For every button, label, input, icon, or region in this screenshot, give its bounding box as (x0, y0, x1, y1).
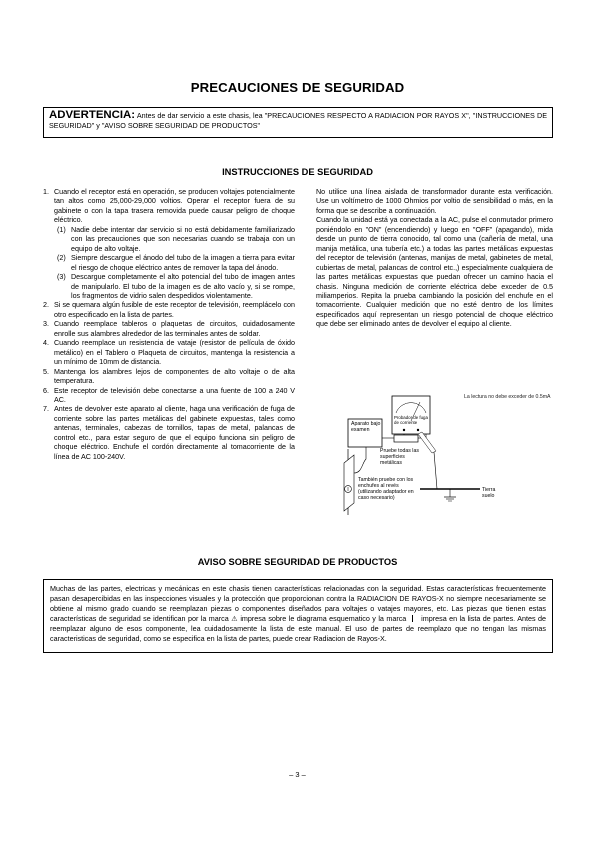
list-item-text: Cuando reemplace tableros o plaquetas de circuitos, cuidadosamente enrolle sus alambres alrededor de las terminales antes de soldar. (54, 320, 295, 338)
page-title: PRECAUCIONES DE SEGURIDAD (190, 80, 405, 95)
meter-label: Probador de fuga de corriente (394, 415, 428, 425)
warning-heading: ADVERTENCIA: (49, 109, 136, 121)
instructions-left-column (43, 188, 295, 462)
part-mark-icon (412, 615, 416, 622)
reading-note: La lectura no debe exceder de 0.5mA (464, 394, 551, 400)
list-item (43, 405, 295, 462)
sub-item-number: (3) (57, 273, 66, 282)
product-notice-box (43, 579, 553, 653)
warning-text: Antes de dar servicio a este chasis, lea "PRECAUCIONES RESPECTO A RADIACION POR RAYOS X", "INSTRUCCIONES DE SEGURIDAD" y "AVISO SOBRE SEGURIDAD DE PRODUCTOS" (49, 111, 547, 130)
sub-list-item (57, 273, 295, 301)
product-notice-heading: AVISO SOBRE SEGURIDAD DE PRODUCTOS (197, 557, 398, 567)
list-item-text: Cuando reemplace un resistencia de vataje (resistor de película de óxido metálico) en el Tablero o Plaqueta de circuitos, mantenga la resistencia a un mínimo de 10mm de distancia. (54, 339, 295, 367)
notice-text-a: Muchas de las partes, electricas y mecánicas en este chasis tienen características relacionadas con la seguridad. Estas características frecuentemente pasan desapercibidas en las inspecciones visuales y la protección que proporcionan contra la RADIACION DE RAYOS-X no siempre necesariamente se obtiene al mismo grado cuando se reemplazan piezas o componentes diseñados para voltajes o vatajes mayores, etc. Las piezas que tienen estas características de seguridad se identifican por la marca (50, 584, 546, 624)
list-item (43, 301, 295, 320)
ground-label: Tierra suelo (482, 487, 496, 499)
list-item-number: 1. (43, 188, 49, 196)
sub-item-text: Descargue completamente el alto potencial del tubo de imagen antes de manipularlo. El tubo de la imagen es de alto vacío y, si se rompe, los fragmentos de vidrio salen despedidos violentamente. (71, 273, 295, 300)
notice-text-c: impresa en la lista de partes. Antes de reemplazar alguno de esos componente, lea cuidadosamente la lista de este manual. El uso de partes de reemplazo que no tengan las mismas caracteristicas de seguridad, como se especifica en la lista de partes, puede crear Radiacion de Rayos-X. (50, 614, 547, 644)
sub-item-text: Nadie debe intentar dar servicio si no está debidamente familiarizado con las precauciones que son necesarias cuando se trabaja con un equipo de alto voltaje. (71, 225, 295, 253)
sub-item-number: (2) (57, 254, 66, 263)
reverse-plug-label: También pruebe con los enchufes al revés (utilizando adaptador en caso necesario) (358, 477, 414, 501)
instructions-right-column (316, 188, 553, 330)
device-label: Aparato bajo examen (351, 421, 381, 433)
list-item-number: 7. (43, 405, 49, 414)
leakage-test-diagram (340, 393, 555, 520)
notice-text-b: impresa sobre le diagrama esquematico y la marca (237, 614, 409, 624)
list-item-number: 6. (43, 386, 49, 395)
instructions-heading: INSTRUCCIONES DE SEGURIDAD (222, 167, 373, 177)
sub-list-item (57, 226, 295, 254)
test-surfaces-label: Pruebe todas las superficies metálicas (380, 448, 419, 466)
list-item-number: 5. (43, 367, 49, 376)
paragraph: Cuando la unidad está ya conectada a la AC, pulse el conmutador primero poniéndolo en "ON" (encendiendo) y luego en "OFF" (apagando), mida desde un punto de tierra conocido, tal como una (cañería de metal, una manija metálica, una tubería etc.) a todas las partes metálicas expuestas del receptor de televisión (antenas, manijas de metal, gabinetes de metal, cubiertas de metal, palancas de control etc.,) especialmente cualquiera de las partes metálicas expuestas que puedan ofrecer un camino hacia el chasis. Ninguna medición de corriente eléctrica debe exceder de 0.5 miliamperios. Repita la prueba cambiando la posición del enchufe en el tomacorriente. Cualquier medición que no esté dentro de los límites especificados aquí representan un riesgo potencial de choque eléctrico que debe ser eliminado antes de devolver el equipo al cliente. (316, 216, 553, 329)
list-item-number: 3. (43, 320, 49, 329)
paragraph: No utilice una línea aislada de transformador durante esta verificación. Use un voltímetro de 1000 Ohmios por voltio de sensibilidad o más, en la forma que se describe a continuación. (316, 188, 553, 215)
list-item-text: Este receptor de televisión debe conectarse a una fuente de 100 a 240 V AC. (54, 386, 295, 404)
warning-box (43, 107, 553, 138)
list-item (43, 339, 295, 367)
sub-list-item (57, 254, 295, 273)
list-item-number: 2. (43, 301, 49, 310)
list-item-text: Mantenga los alambres lejos de componentes de alto voltaje o de alta temperatura. (54, 367, 295, 386)
list-item-text: Antes de devolver este aparato al cliente, haga una verificación de fuga de corriente sobre las partes metálicas del gabinete expuestas, tales como antenas, terminales, cabezas de tornillos, tapas de metal, palancas de control etc., para estar seguro de que el equipo funciona sin peligro de choque eléctrico. Enchufe el cordón directamente al tomacorriente de la línea de AC 100-240V. (54, 405, 295, 461)
list-item (43, 188, 295, 226)
page-number: – 3 – (289, 770, 306, 779)
list-item (43, 320, 295, 339)
sub-item-text: Siempre descargue el ánodo del tubo de la imagen a tierra para evitar el riesgo de choque eléctrico antes de remover la tapa del ánodo. (71, 254, 295, 272)
list-item-text: Cuando el receptor está en operación, se producen voltajes potencialmente tan altos como 25,000-29,000 voltios. Operar el receptor fuera de su gabinete o con la tapa trasera removida puede causar peligro de choque eléctrico. (54, 188, 295, 225)
list-item (43, 387, 295, 406)
warning-triangle-icon: ⚠ (231, 615, 238, 624)
sub-item-number: (1) (57, 225, 66, 234)
list-item-text: Si se quemara algún fusible de este receptor de televisión, reemplácelo con otro especificado en la lista de partes. (54, 301, 295, 319)
list-item-number: 4. (43, 339, 49, 348)
list-item (43, 368, 295, 387)
